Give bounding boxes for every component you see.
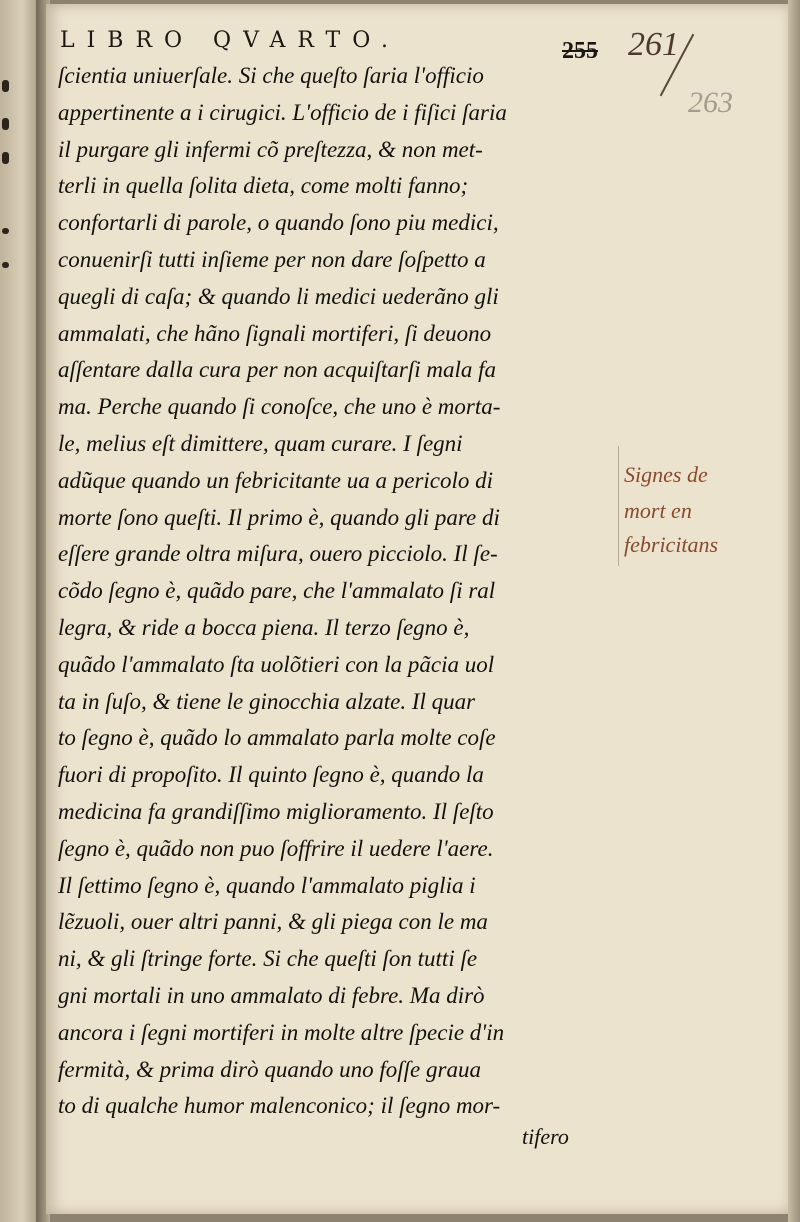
page-edge	[788, 0, 800, 1222]
text-line: conuenirſi tutti inſieme per non dare ſoſpetto a	[58, 246, 486, 272]
text-line: quegli di caſa; & quando li medici uederãno gli	[58, 283, 499, 309]
printed-folio: 255	[562, 38, 598, 64]
text-line: gni mortali in uno ammalato di febre. Ma dirò	[58, 982, 485, 1008]
text-line: confortarli di parole, o quando ſono piu medici,	[58, 210, 499, 236]
text-line: ni, & gli ſtringe forte. Si che queſti ſon tutti ſe	[58, 946, 478, 972]
text-line: adũque quando un febricitante ua a pericolo di	[58, 467, 494, 493]
text-line: medicina fa grandiſſimo miglioramento. Il ſeſto	[58, 798, 494, 824]
facing-page-mark	[2, 152, 9, 164]
text-line: ta in ſuſo, & tiene le ginocchia alzate. Il quar	[58, 688, 476, 714]
handwritten-folio: 261	[628, 26, 679, 63]
facing-page-mark	[2, 118, 9, 130]
text-line: legra, & ride a bocca piena. Il terzo ſegno è,	[58, 614, 470, 640]
facing-page-mark	[2, 262, 9, 268]
text-line: ma. Perche quando ſi conoſce, che uno è morta-	[58, 394, 501, 420]
text-line: morte ſono queſti. Il primo è, quando gli pare di	[58, 504, 500, 530]
text-line: le, melius eſt dimittere, quam curare. I ſegni	[58, 430, 463, 456]
text-line: to ſegno è, quãdo lo ammalato parla molte coſe	[58, 725, 496, 751]
text-line: fermità, & prima dirò quando uno foſſe graua	[58, 1056, 481, 1082]
pencil-number: 263	[688, 86, 733, 119]
margin-note-line: febricitans	[624, 532, 719, 557]
catchword: tifero	[522, 1124, 569, 1149]
running-head: LIBRO QVARTO.	[60, 28, 400, 53]
text-line: lẽzuoli, ouer altri panni, & gli piega con le ma	[58, 909, 488, 935]
text-line: ancora i ſegni mortiferi in molte altre ſpecie d'in	[58, 1019, 505, 1045]
text-line: ammalati, che hãno ſignali mortiferi, ſi deuono	[58, 320, 492, 346]
margin-note-line: Signes de	[624, 462, 708, 487]
facing-page-mark	[2, 80, 9, 92]
text-line: cõdo ſegno è, quãdo pare, che l'ammalato ſi ral	[58, 578, 496, 604]
text-line: ſcientia uniuerſale. Si che queſto ſaria l'officio	[58, 63, 484, 88]
text-line: fuori di propoſito. Il quinto ſegno è, quando la	[58, 762, 484, 788]
text-line: quãdo l'ammalato ſta uolõtieri con la pãcia uol	[58, 651, 495, 677]
text-line: aſſentare dalla cura per non acquiſtarſi mala fa	[58, 357, 497, 383]
text-line: ſegno è, quãdo non puo ſoffrire il uedere l'aere.	[58, 835, 494, 861]
text-line: to di qualche humor malenconico; il ſegno mor-	[58, 1093, 501, 1119]
margin-note-line: mort en	[624, 498, 692, 523]
text-line: il purgare gli infermi cõ preſtezza, & non met-	[58, 136, 483, 162]
text-line: Il ſettimo ſegno è, quando l'ammalato piglia i	[58, 872, 476, 898]
facing-page-edge	[0, 0, 40, 1222]
text-line: eſſere grande oltra miſura, ouero picciolo. Il ſe-	[58, 541, 498, 567]
text-line: terli in quella ſolita dieta, come molti fanno;	[58, 173, 469, 199]
facing-page-mark	[2, 228, 9, 234]
body-text	[58, 58, 634, 1125]
text-line: appertinente a i cirugici. L'officio de i fiſici ſaria	[58, 99, 507, 125]
